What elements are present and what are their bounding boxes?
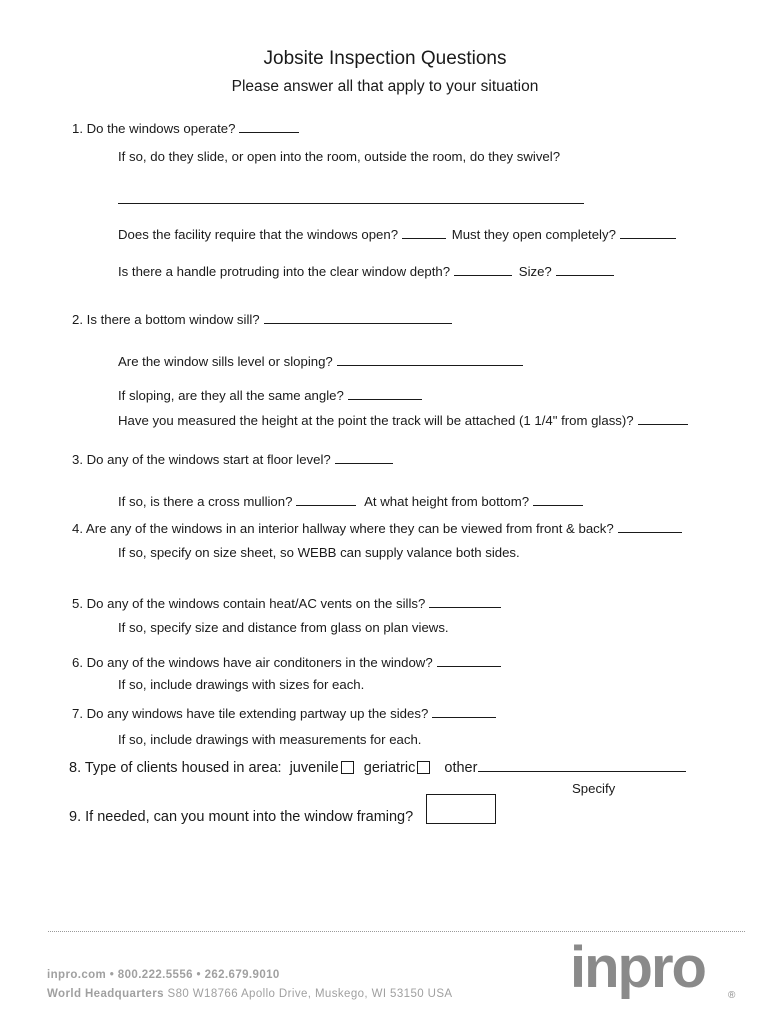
q3-sub1b-blank[interactable]	[533, 494, 583, 506]
q1-sub3a-label: Is there a handle protruding into the clear window depth?	[118, 264, 451, 279]
q2-sub3-label: Have you measured the height at the point the track will be attached (1 1/4" from glass)?	[118, 413, 634, 428]
q2-sub3	[118, 413, 688, 428]
q9-question: 9. If needed, can you mount into the window framing?	[69, 809, 414, 825]
q1-sub1-answer-line[interactable]	[118, 203, 584, 204]
q8-geriatric-label: geriatric	[363, 760, 416, 776]
q3-sub1b-label: At what height from bottom?	[364, 494, 530, 509]
q3-sub1a-label: If so, is there a cross mullion?	[118, 494, 293, 509]
registered-mark: ®	[728, 990, 736, 1001]
q2-sub2	[118, 388, 422, 403]
q1-question	[72, 121, 299, 136]
q3-sub1	[118, 494, 583, 509]
inpro-logo: inpro	[570, 935, 705, 1000]
q5-question	[72, 596, 501, 611]
q4-answer-blank[interactable]	[618, 521, 682, 533]
q1-sub2	[118, 227, 676, 242]
q6-label: 6. Do any of the windows have air conditoners in the window?	[72, 655, 433, 670]
q7-question	[72, 706, 496, 721]
q4-question	[72, 521, 682, 536]
q4-sub1: If so, specify on size sheet, so WEBB can supply valance both sides.	[118, 545, 520, 560]
q2-sub2-blank[interactable]	[348, 388, 422, 400]
footer-hq	[47, 988, 452, 1000]
q5-label: 5. Do any of the windows contain heat/AC vents on the sills?	[72, 596, 426, 611]
q1-sub2a-label: Does the facility require that the windows open?	[118, 227, 399, 242]
q3-label: 3. Do any of the windows start at floor level?	[72, 452, 331, 467]
q1-sub3b-label: Size?	[518, 264, 552, 279]
q7-label: 7. Do any windows have tile extending partway up the sides?	[72, 706, 429, 721]
q2-sub3-blank[interactable]	[638, 413, 688, 425]
q2-sub1-blank[interactable]	[337, 354, 523, 366]
q8-question	[69, 760, 686, 776]
q4-label: 4. Are any of the windows in an interior hallway where they can be viewed from front & back?	[72, 521, 614, 536]
footer-divider	[48, 931, 745, 932]
q1-sub2a-blank[interactable]	[402, 227, 446, 239]
q1-label: 1. Do the windows operate?	[72, 121, 236, 136]
q8-juvenile-label: juvenile	[289, 760, 339, 776]
q3-question	[72, 452, 393, 467]
q6-answer-blank[interactable]	[437, 655, 501, 667]
q2-sub1-label: Are the window sills level or sloping?	[118, 354, 333, 369]
q8-juvenile-checkbox[interactable]	[341, 761, 354, 774]
q8-other-label: other	[444, 760, 478, 776]
q6-sub1: If so, include drawings with sizes for each.	[118, 677, 365, 692]
footer-hq-label: World Headquarters	[47, 988, 164, 1000]
q8-specify-label: Specify	[572, 781, 616, 796]
q1-answer-blank[interactable]	[239, 121, 299, 133]
q8-other-blank[interactable]	[478, 760, 686, 772]
q1-sub3	[118, 264, 614, 279]
q6-question	[72, 655, 501, 670]
q8-label: 8. Type of clients housed in area:	[69, 760, 282, 776]
footer-hq-address: S80 W18766 Apollo Drive, Muskego, WI 53150 USA	[167, 988, 453, 1000]
page-title: Jobsite Inspection Questions	[263, 48, 507, 69]
q1-sub3b-blank[interactable]	[556, 264, 614, 276]
footer-contact: inpro.com • 800.222.5556 • 262.679.9010	[47, 969, 280, 981]
q2-label: 2. Is there a bottom window sill?	[72, 312, 260, 327]
q8-geriatric-checkbox[interactable]	[417, 761, 430, 774]
q1-sub2b-label: Must they open completely?	[451, 227, 616, 242]
q1-sub3a-blank[interactable]	[454, 264, 512, 276]
q2-sub1	[118, 354, 523, 369]
q9-answer-box[interactable]	[426, 794, 496, 824]
q3-answer-blank[interactable]	[335, 452, 393, 464]
q1-sub2b-blank[interactable]	[620, 227, 676, 239]
q7-sub1: If so, include drawings with measurements for each.	[118, 732, 422, 747]
q3-sub1a-blank[interactable]	[296, 494, 356, 506]
q2-answer-blank[interactable]	[264, 312, 452, 324]
q5-sub1: If so, specify size and distance from glass on plan views.	[118, 620, 449, 635]
page-subtitle: Please answer all that apply to your situation	[231, 78, 539, 95]
q2-question	[72, 312, 452, 327]
q2-sub2-label: If sloping, are they all the same angle?	[118, 388, 344, 403]
q5-answer-blank[interactable]	[429, 596, 501, 608]
q1-sub1: If so, do they slide, or open into the room, outside the room, do they swivel?	[118, 149, 561, 164]
q7-answer-blank[interactable]	[432, 706, 496, 718]
